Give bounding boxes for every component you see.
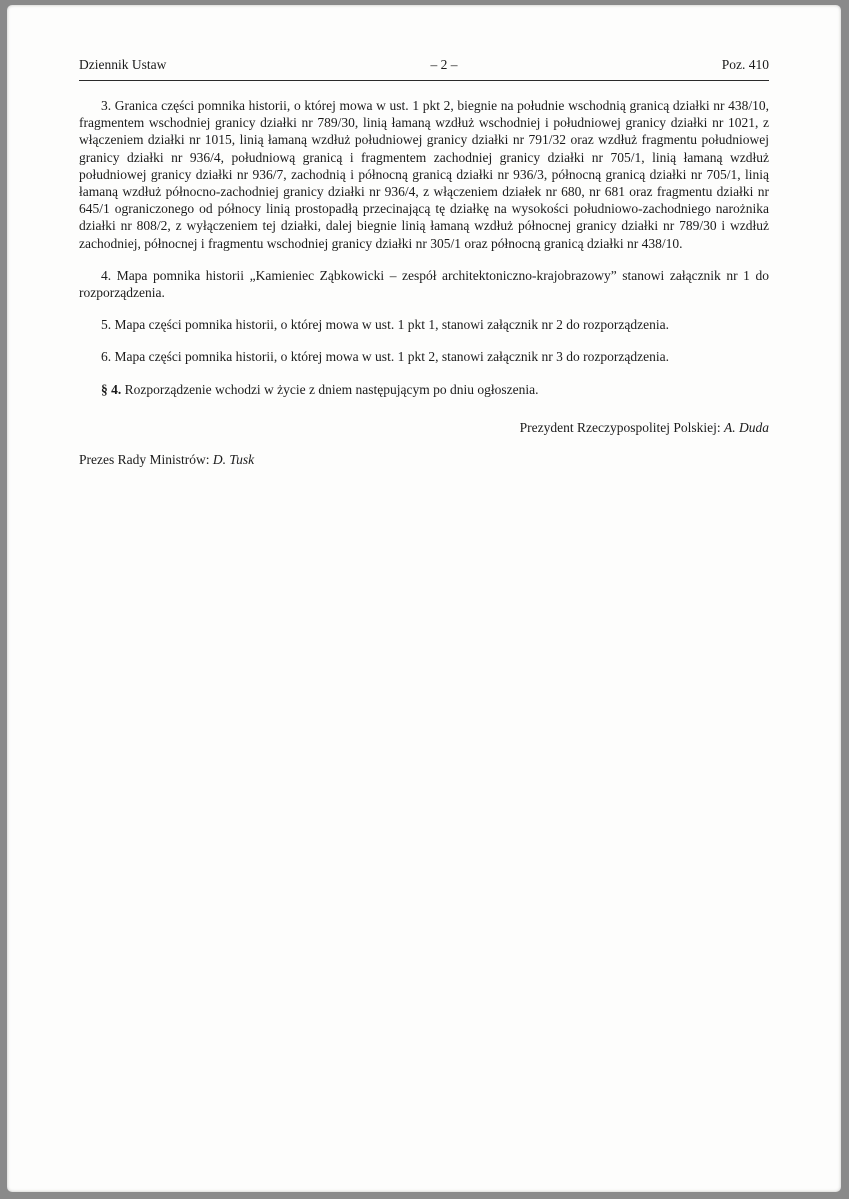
paragraph-6: 6. Mapa części pomnika historii, o której mowa w ust. 1 pkt 2, stanowi załącznik nr 3 do rozporządzenia. [101, 349, 669, 365]
pm-name: D. Tusk [212, 451, 255, 467]
position-number: Poz. 410 [721, 57, 769, 72]
signature-prime-minister [79, 452, 769, 468]
journal-title: Dziennik Ustaw [79, 57, 167, 72]
paragraph-5: 5. Mapa części pomnika historii, o której mowa w ust. 1 pkt 1, stanowi załącznik nr 2 do rozporządzenia. [101, 317, 669, 333]
section-4 [79, 381, 769, 398]
signature-president [79, 420, 769, 436]
section-4-text: Rozporządzenie wchodzi w życie z dniem następującym po dniu ogłoszenia. [121, 381, 539, 397]
president-name: A. Duda [724, 419, 769, 435]
pm-label: Prezes Rady Ministrów: [79, 451, 213, 467]
section-4-marker: § 4. [101, 381, 122, 397]
page-header [79, 57, 769, 80]
document-page [7, 5, 841, 1192]
paragraph-4: 4. Mapa pomnika historii „Kamieniec Ząbkowicki – zespół architektoniczno-krajobrazowy” stanowi załącznik nr 1 do rozporządzenia. [79, 267, 769, 301]
header-rule [79, 80, 769, 81]
page-content [7, 5, 841, 468]
page-number: – 2 – [430, 57, 458, 72]
paragraph-3: 3. Granica części pomnika historii, o której mowa w ust. 1 pkt 2, biegnie na południe wschodnią granicą działki nr 438/10, fragmentem wschodniej granicy działki nr 789/30, linią łamaną wzdłuż wschodniej i południowej granicy działki nr 1021, z włączeniem działki nr 1015, linią łamaną wzdłuż południowej granicy działki nr 791/32 oraz wzdłuż fragmentu południowej granicy działki nr 936/4, południową granicą i fragmentem zachodniej granicy działki nr 705/1, linią łamaną wzdłuż południowej granicy działki nr 936/7, zachodnią i północną granicą działki nr 936/3, północną granicą działki nr 705/1, linią łamaną wzdłuż północno-zachodniej granicy działki nr 936/4, z włączeniem działek nr 680, nr 681 oraz fragmentu działki nr 645/1 ograniczonego od północy linią prostopadłą przecinającą tę działkę na wysokości południowo-zachodniego narożnika działki nr 808/2, z wyłączeniem tej działki, dalej biegnie linią łamaną wzdłuż północnej granicy działki nr 789/30 i wzdłuż zachodniej, północnej i fragmentu wschodniej granicy działki nr 305/1 oraz północną granicą działki nr 438/10. [79, 98, 769, 251]
president-label: Prezydent Rzeczypospolitej Polskiej: [519, 419, 724, 435]
